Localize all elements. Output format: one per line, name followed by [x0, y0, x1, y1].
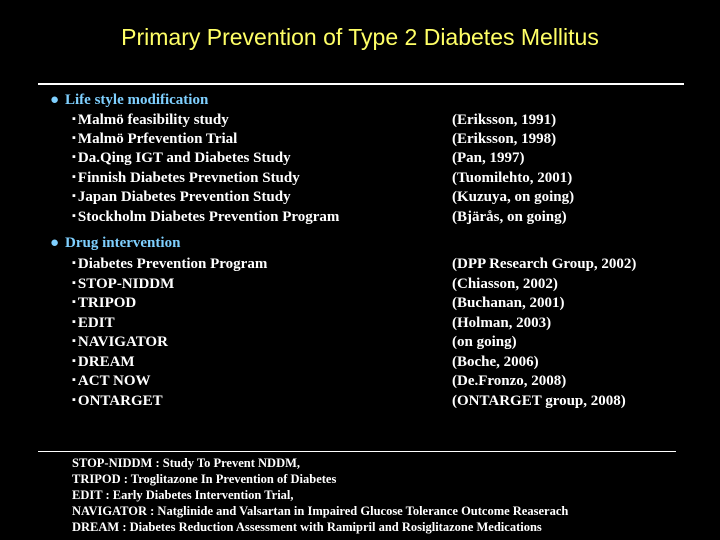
square-bullet-icon: ▪ — [72, 171, 76, 183]
square-bullet-icon: ▪ — [72, 394, 76, 406]
section-heading-label: Life style modification — [65, 92, 209, 108]
study-label: Da.Qing IGT and Diabetes Study — [77, 150, 291, 166]
square-bullet-icon: ▪ — [72, 190, 76, 202]
study-name — [72, 393, 163, 410]
study-name — [72, 315, 115, 332]
reference-citation: (De.Fronzo, 2008) — [452, 373, 567, 389]
square-bullet-icon: ▪ — [72, 355, 76, 367]
study-label: STOP-NIDDM — [77, 276, 175, 292]
study-name — [72, 295, 136, 312]
study-label: Japan Diabetes Prevention Study — [77, 189, 291, 205]
abbreviation-footnotes — [72, 455, 568, 535]
study-label: TRIPOD — [77, 295, 137, 311]
study-label: NAVIGATOR — [77, 334, 168, 350]
reference-citation: (Bjärås, on going) — [452, 209, 567, 225]
page-title: Primary Prevention of Type 2 Diabetes Mellitus — [121, 24, 599, 50]
square-bullet-icon: ▪ — [72, 151, 76, 163]
study-label: Malmö Prfevention Trial — [77, 131, 238, 147]
top-divider — [38, 83, 684, 85]
study-name — [72, 373, 151, 390]
footnote-line: DREAM : Diabetes Reduction Assessment with Ramipril and Rosiglitazone Medications — [72, 520, 542, 534]
study-label: Diabetes Prevention Program — [77, 256, 268, 272]
study-name — [72, 209, 339, 226]
bottom-divider — [38, 451, 676, 452]
reference-citation: (on going) — [452, 334, 517, 350]
reference-citation: (Chiasson, 2002) — [452, 276, 558, 292]
reference-citation: (Kuzuya, on going) — [452, 189, 575, 205]
study-name — [72, 131, 237, 148]
reference-citation: (Tuomilehto, 2001) — [452, 170, 573, 186]
footnote-line: STOP-NIDDM : Study To Prevent NDDM, — [72, 456, 301, 470]
study-name — [72, 334, 168, 351]
section-heading-lifestyle — [50, 92, 208, 109]
study-label: EDIT — [77, 315, 115, 331]
reference-citation: (Pan, 1997) — [452, 150, 525, 166]
square-bullet-icon: ▪ — [72, 257, 76, 269]
section-heading-drug — [50, 235, 180, 252]
study-name — [72, 150, 291, 167]
study-label: ACT NOW — [77, 373, 151, 389]
reference-citation: (Eriksson, 1998) — [452, 131, 557, 147]
reference-citation: (Boche, 2006) — [452, 354, 539, 370]
study-name — [72, 256, 267, 273]
reference-citation: (Holman, 2003) — [452, 315, 552, 331]
study-label: ONTARGET — [77, 393, 163, 409]
bullet-icon: ● — [50, 92, 60, 108]
study-label: Stockholm Diabetes Prevention Program — [77, 209, 340, 225]
study-name — [72, 170, 300, 187]
footnote-line: NAVIGATOR : Natglinide and Valsartan in Impaired Glucose Tolerance Outcome Reaserach — [72, 504, 569, 518]
reference-citation: (Eriksson, 1991) — [452, 112, 557, 128]
study-label: DREAM — [77, 354, 135, 370]
study-name — [72, 112, 229, 129]
footnote-line: EDIT : Early Diabetes Intervention Trial, — [72, 488, 294, 502]
square-bullet-icon: ▪ — [72, 210, 76, 222]
square-bullet-icon: ▪ — [72, 374, 76, 386]
study-label: Finnish Diabetes Prevnetion Study — [77, 170, 300, 186]
section-heading-label: Drug intervention — [65, 235, 181, 251]
study-name — [72, 354, 135, 371]
reference-citation: (Buchanan, 2001) — [452, 295, 565, 311]
square-bullet-icon: ▪ — [72, 113, 76, 125]
square-bullet-icon: ▪ — [72, 277, 76, 289]
study-name — [72, 189, 291, 206]
square-bullet-icon: ▪ — [72, 296, 76, 308]
footnote-line: TRIPOD : Troglitazone In Prevention of Diabetes — [72, 472, 337, 486]
reference-citation: (ONTARGET group, 2008) — [452, 393, 626, 409]
square-bullet-icon: ▪ — [72, 316, 76, 328]
square-bullet-icon: ▪ — [72, 335, 76, 347]
bullet-icon: ● — [50, 235, 60, 251]
reference-citation: (DPP Research Group, 2002) — [452, 256, 637, 272]
square-bullet-icon: ▪ — [72, 132, 76, 144]
study-name — [72, 276, 174, 293]
study-label: Malmö feasibility study — [77, 112, 229, 128]
